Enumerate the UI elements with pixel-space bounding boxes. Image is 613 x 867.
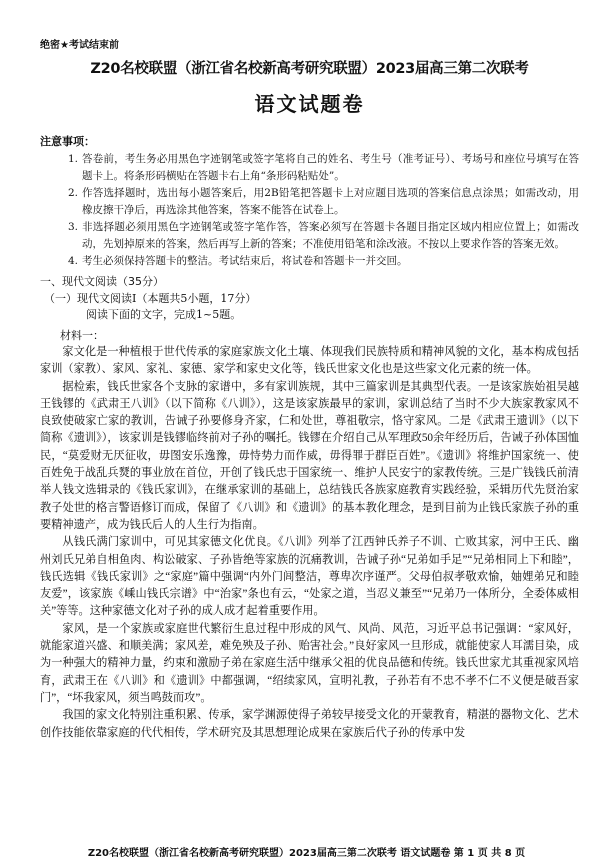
paragraph: 我国的家文化特别注重积累、传承，家学渊源使得子弟较早接受文化的开蒙教育，精湛的器物文化、艺术创作技能依靠家庭的代代相传，学术研究及其思想理论成果在家族后代子孙的传承中发 xyxy=(40,709,579,739)
note-number: 2. xyxy=(68,187,79,199)
note-text: 考生必须保持答题卡的整洁。考试结束后，将试卷和答题卡一并交回。 xyxy=(82,255,408,267)
note-text: 答卷前，考生务必用黑色字迹钢笔或签字笔将自己的姓名、考生号（准考证号）、考场号和座位号填写在答题卡上。将条形码横贴在答题卡右上角“条形码粘贴处”。 xyxy=(82,153,579,182)
note-text: 非选择题必须用黑色字迹钢笔或签字笔作答，答案必须写在答题卡各题目指定区域内相应位置上；如需改动，先划掉原来的答案，然后再写上新的答案；不准使用铅笔和涂改液。不按以上要求作答的答案无效。 xyxy=(82,221,579,250)
confidential-label: 绝密★考试结束前 xyxy=(40,40,119,51)
note-number: 3. xyxy=(68,221,79,233)
paragraph: 家风，是一个家族或家庭世代繁衍生息过程中形成的风气、风尚、风范，习近平总书记强调：“家风好，就能家道兴盛、和顺美满；家风差，难免殃及子孙、贻害社会。”良好家风一旦形成，就能使家人耳濡目染，成为一种强大的精神力量，约束和激励子弟在家庭生活中继承父祖的优良品德和传统。钱氏世家尤其重视家风培育，武肃王在《八训》和《遗训》中都强调，“绍续家风，宣明礼教，子孙若有不忠不孝不仁不义便是破吾家门”，“坏我家风，须当鸣鼓而攻”。 xyxy=(40,622,579,704)
paragraph: 从钱氏满门家训中，可见其家德文化优良。《八训》列举了江西钟氏养子不训、亡败其家，河中王氏、幽州刘氏兄弟自相鱼肉、构讼破家、子孙皆绝等家族的沉痛教训，告诫子孙“兄弟如手足”“兄弟相同上下和睦”，钱氏选辑《钱氏家训》之“家庭”篇中强调“内外门闾整洁，尊卑次序谨严。父母伯叔孝敬欢愉，妯娌弟兄和睦友爱”，该家族《嵊山钱氏宗谱》中“治家”条也有云，“处家之道，当忍义兼至”“兄弟乃一体所分，全委体威相关”等等。这种家德文化对子孙的成人成才起着重要作用。 xyxy=(40,536,579,618)
subsection-heading: （一）现代文阅读Ⅰ（本题共5小题，17分） xyxy=(44,292,257,305)
section-heading: 一、现代文阅读（35分） xyxy=(40,275,164,288)
notes-list xyxy=(40,151,579,270)
note-item xyxy=(68,185,579,219)
note-item xyxy=(68,219,579,253)
paragraph: 家文化是一种植根于世代传承的家庭家族文化土壤、体现我们民族特质和精神风貌的文化，基本构成包括家训（家教）、家风、家礼、家德、家学和家史文化等，钱氏世家文化也是这些家文化元素的统一体。 xyxy=(40,346,579,376)
page-footer: Z20名校联盟（浙江省名校新高考研究联盟）2023届高三第二次联考 语文试题卷 第 1 页 共 8 页 xyxy=(87,848,526,859)
note-item xyxy=(68,151,579,185)
paragraph: 据检索，钱氏世家各个支脉的家谱中，多有家训族规，其中三篇家训是其典型代表。一是该家族始祖吴越王钱镠的《武肃王八训》（以下简称《八训》），这是该家族最早的家训，家训总结了当时不少大族家教家风不良致使破家亡家的教训，告诫子孙要修身齐家，仁和处世，尊祖敬宗，恪守家风。二是《武肃王遗训》（以下简称《遗训》），该家训是钱镠临终前对子孙的嘱托。钱镠在介绍自己从军理政50余年经历后，告诫子孙体国恤民，“莫爱财无厌征收，毋图安乐逸豫，毋恃势力而作威，毋得罪于群臣百姓”。《遗训》将维护国家统一、使百姓免于战乱兵燹的事业放在首位，开创了钱氏忠于国家统一、维护人民安宁的家教传统。三是广钱钱氏前清举人钱文选辑录的《钱氏家训》，在继承家训的基础上，总结钱氏各族家庭教育实践经验，采辑历代先贤治家教子处世的格言警语修订而成，保留了《八训》和《遗训》的基本教化理念，是到目前为止钱氏家族子孙的重要精神遗产，成为钱氏后人的人生行为指南。 xyxy=(40,380,579,531)
note-number: 4. xyxy=(68,255,79,267)
material-label: 材料一： xyxy=(60,329,104,342)
exam-header: Z20名校联盟（浙江省名校新高考研究联盟）2023届高三第二次联考 xyxy=(90,61,529,77)
note-text: 作答选择题时，选出每小题答案后，用2B铅笔把答题卡上对应题目选项的答案信息点涂黑；如需改动，用橡皮擦干净后，再选涂其他答案，答案不能答在试卷上。 xyxy=(82,187,579,216)
note-item xyxy=(68,253,579,270)
page-title: 语文试题卷 xyxy=(254,92,365,116)
notes-heading: 注意事项： xyxy=(40,135,95,148)
note-number: 1. xyxy=(68,153,79,165)
reading-instruction: 阅读下面的文字，完成1~5题。 xyxy=(86,308,242,321)
